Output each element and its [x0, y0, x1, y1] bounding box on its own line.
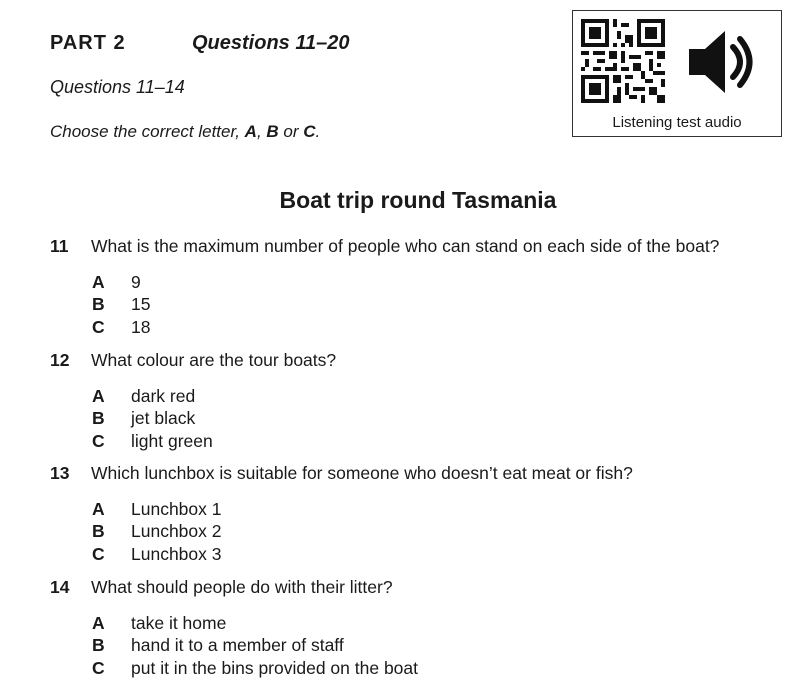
option-text: light green: [131, 430, 213, 451]
option-letter: A: [92, 386, 105, 406]
answer-option[interactable]: [50, 521, 790, 543]
option-text: 9: [131, 272, 141, 292]
option-text: Lunchbox 2: [131, 521, 222, 542]
part-questions-range: Questions 11–20: [192, 32, 350, 54]
answer-option[interactable]: [50, 408, 790, 430]
option-text: jet black: [131, 408, 196, 429]
answer-option[interactable]: [50, 317, 790, 339]
answer-option[interactable]: [50, 613, 790, 635]
question-number: 14: [50, 577, 70, 597]
answer-options: [50, 499, 790, 566]
option-letter: B: [92, 521, 105, 542]
question-stem: [50, 577, 790, 603]
question-stem: [50, 350, 790, 376]
answer-option[interactable]: [50, 294, 790, 316]
question-stem: [50, 463, 790, 489]
answer-option[interactable]: [50, 499, 790, 521]
answer-option[interactable]: [50, 544, 790, 566]
question-number: 11: [50, 236, 69, 256]
answer-options: [50, 272, 790, 339]
speaker-icon[interactable]: [685, 27, 757, 97]
option-text: dark red: [131, 386, 196, 406]
answer-option[interactable]: [50, 635, 790, 657]
option-letter: C: [92, 543, 105, 564]
section-subheading: Questions 11–14: [50, 77, 185, 97]
answer-options: [50, 613, 790, 680]
option-letter: B: [92, 294, 105, 315]
option-letter: A: [92, 272, 105, 292]
option-text: put it in the bins provided on the boat: [131, 657, 419, 678]
question-stem: [50, 236, 790, 262]
option-letter: A: [92, 613, 105, 633]
option-text: take it home: [131, 613, 227, 633]
option-letter: C: [92, 657, 105, 678]
question-text: What colour are the tour boats?: [91, 350, 337, 370]
question-text: What should people do with their litter?: [91, 577, 393, 597]
question-12: [50, 350, 790, 453]
instruction-text: Choose the correct letter, A, B or C.: [50, 122, 321, 141]
question-text: What is the maximum number of people who can stand on each side of the boat?: [91, 236, 720, 256]
option-text: 15: [131, 294, 151, 315]
question-11: [50, 236, 790, 339]
option-letter: A: [92, 499, 105, 519]
question-13: [50, 463, 790, 566]
audio-caption: Listening test audio: [612, 114, 742, 131]
option-text: 18: [131, 316, 151, 337]
audio-box[interactable]: [572, 10, 782, 137]
question-number: 12: [50, 350, 70, 370]
option-text: Lunchbox 3: [131, 543, 222, 564]
answer-option[interactable]: [50, 272, 790, 294]
option-letter: B: [92, 408, 105, 429]
question-text: Which lunchbox is suitable for someone who doesn’t eat meat or fish?: [91, 463, 633, 483]
question-14: [50, 577, 790, 680]
qr-code-icon[interactable]: [581, 19, 665, 103]
option-text: Lunchbox 1: [131, 499, 222, 519]
part-label: PART 2: [50, 32, 126, 54]
worksheet-title: Boat trip round Tasmania: [279, 187, 557, 213]
answer-options: [50, 386, 790, 453]
answer-option[interactable]: [50, 431, 790, 453]
option-letter: C: [92, 430, 105, 451]
answer-option[interactable]: [50, 386, 790, 408]
option-text: hand it to a member of staff: [131, 635, 344, 656]
option-letter: B: [92, 635, 105, 656]
option-letter: C: [92, 316, 105, 337]
answer-option[interactable]: [50, 658, 790, 680]
question-number: 13: [50, 463, 70, 483]
